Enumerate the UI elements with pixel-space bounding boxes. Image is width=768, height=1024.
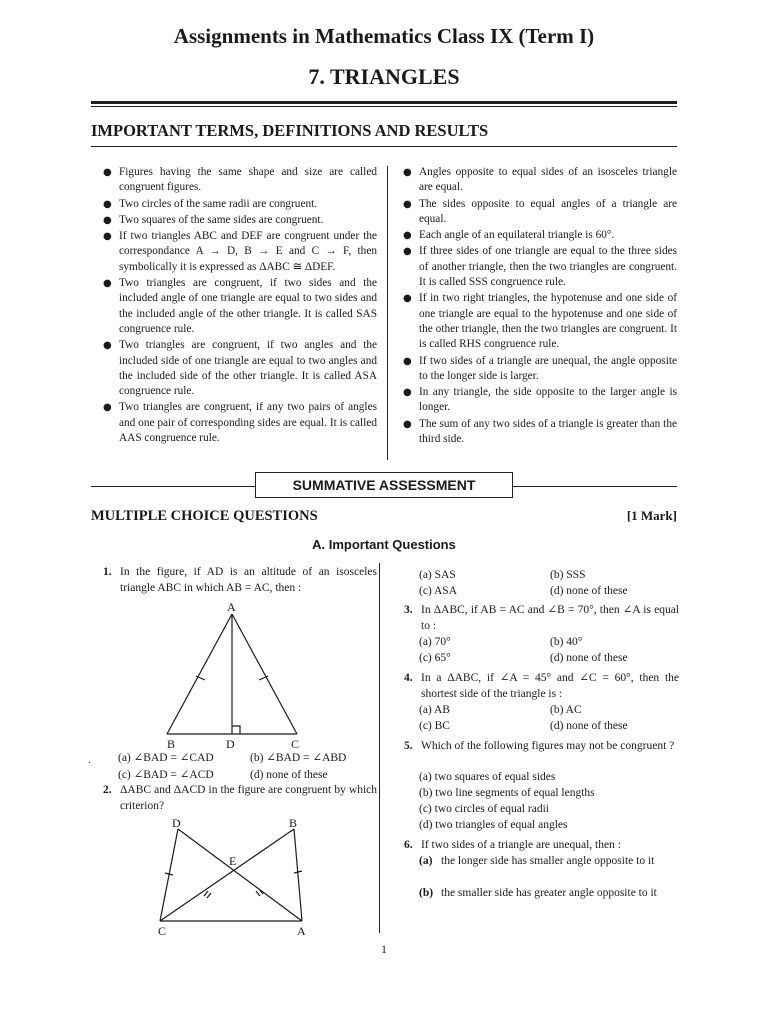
bullet-item: ● If two sides of a triangle are unequal, the angle opposite to the longer side is larger. [405,354,677,385]
section-rule [91,146,677,147]
question-6 [404,838,678,854]
summative-rule-right [513,486,677,487]
summative-assessment-heading: SUMMATIVE ASSESSMENT [255,472,513,498]
vertex-label-c: C [291,737,300,751]
question-text: Which of the following figures may not be congruent ? [421,740,675,752]
bullet-item: ● Angles opposite to equal sides of an isosceles triangle are equal. [405,165,677,196]
vertex-label-a: A [227,600,236,614]
option-c[interactable]: (c) BC [419,720,450,732]
summative-rule-left [91,486,255,487]
mcq-title: MULTIPLE CHOICE QUESTIONS [91,508,318,524]
option-d[interactable]: (d) none of these [550,652,628,664]
option-a[interactable]: (a) AB [419,704,450,716]
page-number: 1 [381,942,387,956]
bullet-item: ● Two circles of the same radii are congruent. [105,197,377,212]
right-bullet-column [405,165,677,448]
bullet-item: ● The sum of any two sides of a triangle is greater than the third side. [405,417,677,448]
column-divider-bottom [379,563,380,933]
important-questions-heading: A. Important Questions [312,537,456,552]
vertex-label-b: B [289,816,298,830]
question-text: If two sides of a triangle are unequal, then : [421,839,621,851]
stray-mark: . [88,754,91,766]
bullet-item: ● If three sides of one triangle are equal to the three sides of another triangle, then the two triangles are congruent. It is called SSS congruence rule. [405,244,677,290]
option-b[interactable]: (b) AC [550,704,582,716]
question-number: 6. [404,839,413,851]
bullet-item: ● If in two right triangles, the hypotenuse and one side of one triangle are equal to the hypotenuse and one side of the other triangle, then the two triangles are congruent. It is called RHS congruence rule. [405,291,677,352]
option-a[interactable]: (a) two squares of equal sides [419,771,556,783]
question-number: 5. [404,740,413,752]
section-title: IMPORTANT TERMS, DEFINITIONS AND RESULTS [91,121,489,140]
bullet-item: ● In any triangle, the side opposite to the larger angle is longer. [405,385,677,416]
option-d[interactable]: (d) none of these [550,720,628,732]
option-label: (a) [419,855,433,867]
question-5 [404,739,678,771]
option-c[interactable]: (c) ∠BAD = ∠ACD [118,769,214,781]
option-text: the smaller side has greater angle opposite to it [441,887,657,899]
vertex-label-a: A [297,924,306,938]
question-text: In a ΔABC, if ∠A = 45° and ∠C = 60°, then the shortest side of the triangle is : [421,672,679,700]
bullet-item: ● Two triangles are congruent, if two sides and the included angle of one triangle are equal to two sides and the included angle of the other triangle. It is called SAS congruence rule. [105,276,377,337]
option-c[interactable]: (c) ASA [419,585,458,597]
question-number: 2. [103,784,112,796]
figure-crossed-triangles [150,815,325,940]
bullet-item: ● Each angle of an equilateral triangle is 60°. [405,228,677,243]
document-title: Assignments in Mathematics Class IX (Term I) [173,24,595,48]
question-text: ΔABC and ΔACD in the figure are congruent by which criterion? [120,784,377,812]
header-rule-thick [91,101,677,104]
left-bullet-column [105,165,377,447]
option-c[interactable]: (c) two circles of equal radii [419,803,549,815]
question-3 [404,603,678,635]
question-number: 3. [404,604,413,616]
column-divider-top [387,166,388,460]
vertex-label-e: E [229,854,237,868]
mcq-marks: [1 Mark] [626,508,677,523]
chapter-title: 7. TRIANGLES [308,64,460,89]
option-b[interactable]: (b) 40° [550,636,583,648]
question-number: 4. [404,672,413,684]
header-rule-thin [91,106,677,107]
option-label: (b) [419,887,434,899]
option-b[interactable]: (b) two line segments of equal lengths [419,787,595,799]
bullet-item: ● Two squares of the same sides are congruent. [105,213,377,228]
option-c[interactable]: (c) 65° [419,652,451,664]
bullet-item: ● Figures having the same shape and size are called congruent figures. [105,165,377,196]
vertex-label-c: C [158,924,167,938]
option-d[interactable]: (d) none of these [550,585,628,597]
option-d[interactable]: (d) none of these [250,769,328,781]
option-a[interactable]: (a) SAS [419,569,456,581]
question-4 [404,671,678,703]
question-2 [103,783,377,817]
option-d[interactable]: (d) two triangles of equal angles [419,819,568,831]
question-text: In the figure, if AD is an altitude of an isosceles triangle ABC in which AB = AC, then : [120,566,377,594]
question-text: In ΔABC, if AB = AC and ∠B = 70°, then ∠A is equal to : [421,604,679,632]
option-a[interactable]: (a) 70° [419,636,451,648]
bullet-item: ● Two triangles are congruent, if any two pairs of angles and one pair of corresponding sides are equal. It is called AAS congruence rule. [105,400,377,446]
question-1 [103,565,377,599]
question-number: 1. [103,566,112,578]
option-text: the longer side has smaller angle opposite to it [441,855,655,867]
option-b[interactable]: (b) SSS [550,569,586,581]
figure-isosceles-triangle [150,598,320,753]
bullet-item: ● The sides opposite to equal angles of a triangle are equal. [405,197,677,228]
option-b[interactable]: (b) ∠BAD = ∠ABD [250,752,347,764]
vertex-label-d: D [172,816,181,830]
bullet-item: ● If two triangles ABC and DEF are congruent under the correspondance A → D, B → E and C → F, then symbolically it is expressed as ΔABC ≅ ΔDEF. [105,229,377,275]
option-a[interactable]: (a) ∠BAD = ∠CAD [118,752,214,764]
vertex-label-d: D [226,737,235,751]
vertex-label-b: B [167,737,176,751]
bullet-item: ● Two triangles are congruent, if two angles and the included side of one triangle are equal to two angles and the included side of the other triangle. It is called ASA congruence rule. [105,338,377,399]
